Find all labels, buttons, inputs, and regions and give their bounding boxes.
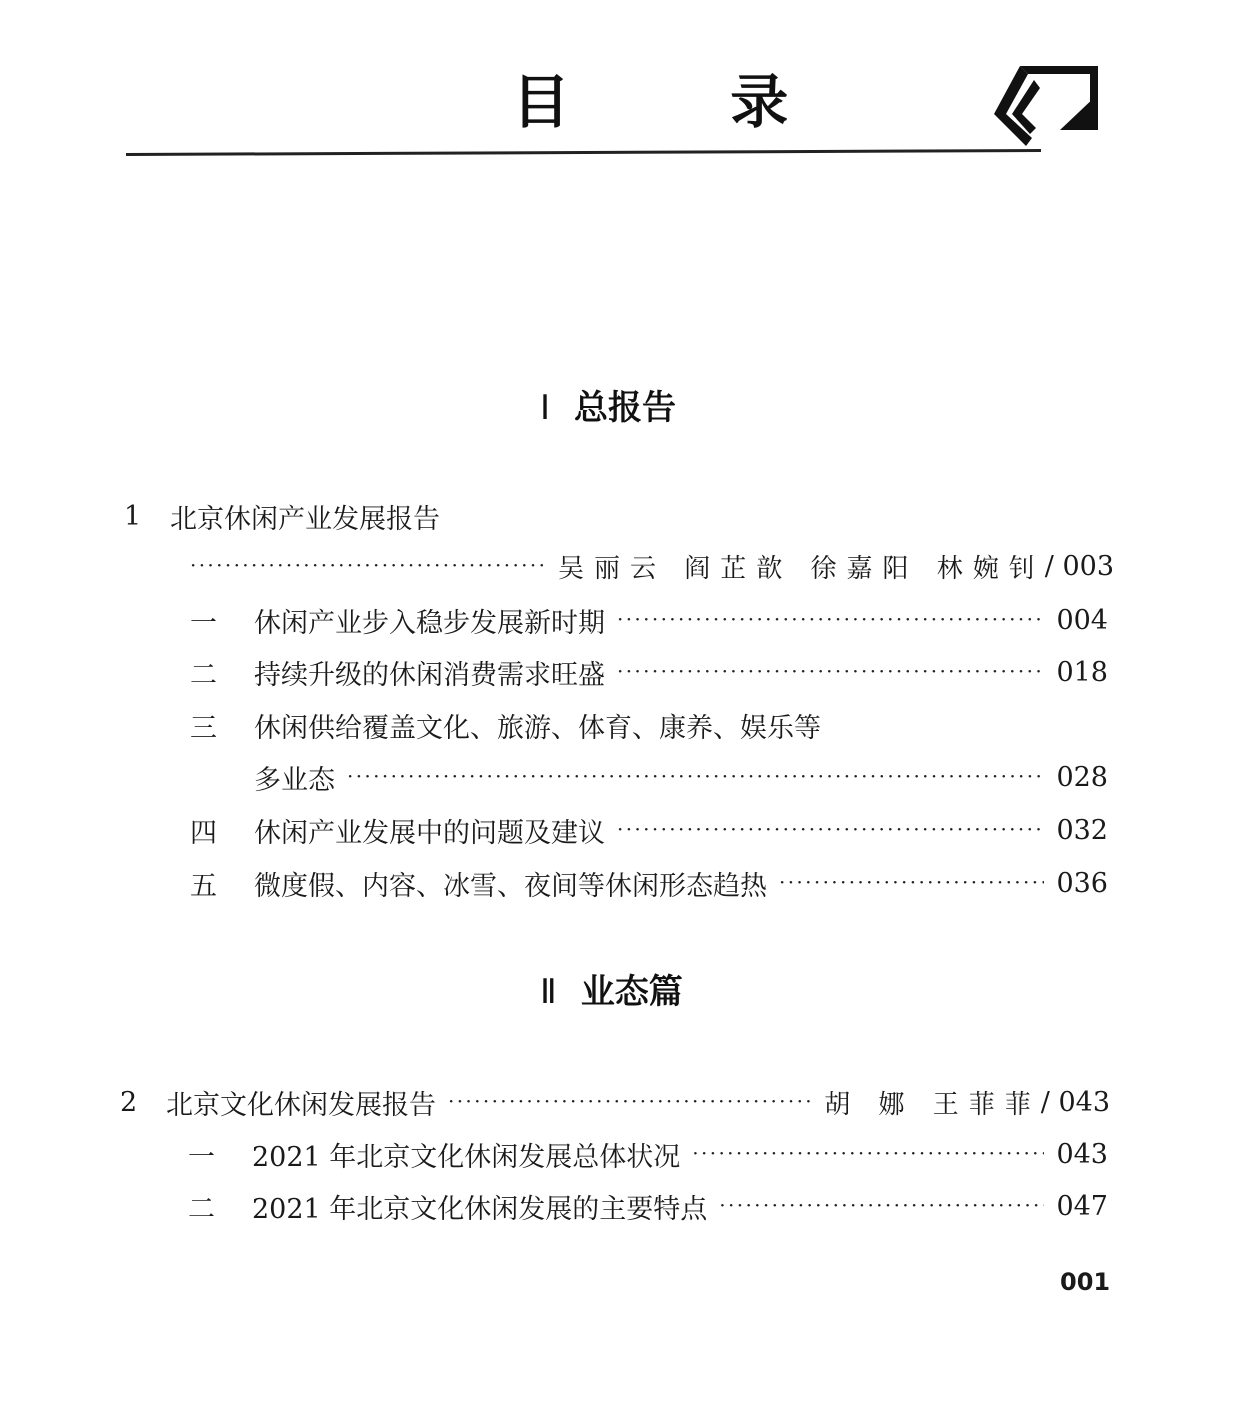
- toc-entry[interactable]: [190, 863, 1108, 903]
- entry-marker: 一: [190, 607, 217, 639]
- entry-page: 028: [1056, 761, 1108, 793]
- report-author-row[interactable]: [190, 546, 1114, 586]
- entry-title-continued: 多业态: [254, 764, 335, 796]
- dot-leader: [692, 1134, 1044, 1174]
- toc-entry[interactable]: [190, 600, 1108, 640]
- dot-leader: [617, 652, 1044, 692]
- corner-arrow-icon: [990, 62, 1102, 152]
- entry-page: 004: [1056, 604, 1108, 636]
- entry-page: 032: [1056, 814, 1108, 846]
- entry-page: 047: [1056, 1190, 1108, 1222]
- toc-entry[interactable]: [190, 652, 1108, 692]
- report-title-row[interactable]: [124, 496, 1114, 536]
- section-heading-2: [540, 972, 683, 1012]
- report-title: 北京文化休闲发展报告: [166, 1089, 436, 1121]
- report-authors: 胡 娜 王菲菲: [824, 1089, 1041, 1120]
- toc-entry[interactable]: [188, 1134, 1108, 1174]
- entry-title: 休闲供给覆盖文化、旅游、体育、康养、娱乐等: [254, 712, 821, 744]
- toc-entry[interactable]: [190, 705, 1108, 745]
- entry-page: 036: [1056, 867, 1108, 899]
- entry-page: 043: [1056, 1138, 1108, 1170]
- entry-marker: 三: [190, 712, 217, 744]
- entry-title: 休闲产业步入稳步发展新时期: [254, 607, 605, 639]
- section-heading-1: [540, 388, 676, 428]
- entry-page: 018: [1056, 656, 1108, 688]
- report-title: 北京休闲产业发展报告: [170, 503, 440, 535]
- title-rule: [126, 149, 1041, 156]
- dot-leader: [779, 863, 1044, 903]
- entry-title: 2021 年北京文化休闲发展的主要特点: [252, 1193, 708, 1225]
- section-roman: Ⅱ: [540, 972, 557, 1012]
- entry-marker: 二: [190, 659, 217, 691]
- entry-title: 休闲产业发展中的问题及建议: [254, 817, 605, 849]
- toc-entry[interactable]: [190, 810, 1108, 850]
- entry-marker: 一: [188, 1141, 215, 1173]
- entry-marker: 二: [188, 1193, 215, 1225]
- entry-marker: 四: [190, 817, 217, 849]
- section-name: 总报告: [574, 388, 677, 428]
- dot-leader: [347, 757, 1044, 797]
- report-authors: 吴丽云 阎芷歆 徐嘉阳 林婉钊: [557, 553, 1045, 584]
- report-title-row[interactable]: [120, 1082, 1110, 1122]
- page-number: 001: [1060, 1268, 1111, 1296]
- page-title: 目 录: [512, 68, 859, 136]
- entry-title: 微度假、内容、冰雪、夜间等休闲形态趋热: [254, 870, 767, 902]
- dot-leader: [719, 1186, 1044, 1226]
- report-page: / 043: [1040, 1086, 1110, 1118]
- dot-leader: [190, 546, 546, 586]
- toc-entry-continued[interactable]: [254, 757, 1108, 797]
- section-roman: Ⅰ: [540, 388, 551, 428]
- entry-marker: 五: [190, 870, 217, 902]
- toc-entry[interactable]: [188, 1186, 1108, 1226]
- entry-title: 持续升级的休闲消费需求旺盛: [254, 659, 605, 691]
- dot-leader: [617, 600, 1044, 640]
- report-number: 1: [124, 500, 142, 532]
- entry-title: 2021 年北京文化休闲发展总体状况: [252, 1141, 681, 1173]
- section-name: 业态篇: [580, 972, 683, 1012]
- report-page: / 003: [1044, 550, 1114, 582]
- dot-leader: [617, 810, 1044, 850]
- dot-leader: [448, 1082, 812, 1122]
- report-number: 2: [120, 1086, 138, 1118]
